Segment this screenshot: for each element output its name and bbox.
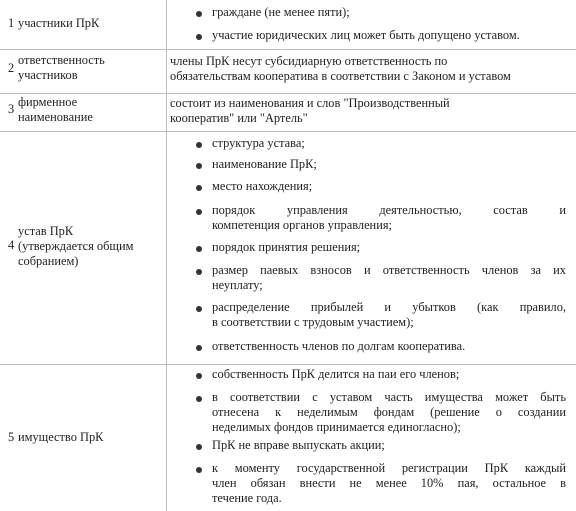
bullet-icon [196, 396, 202, 402]
row-label: ответственность участников [18, 53, 105, 82]
list-item: распределение прибылей и убытков (как правило, в соответствии с трудовым участием); [212, 300, 566, 329]
row-number: 2 [8, 61, 15, 75]
list-item: к моменту государственной регистрации ПрК каждый член обязан внести не менее 10% пая, остальное в течение года. [212, 461, 566, 505]
bullet-icon [196, 209, 202, 215]
bullet-icon [196, 444, 202, 450]
row-divider [0, 131, 576, 132]
bullet-icon [196, 345, 202, 351]
row-number: 5 [8, 430, 15, 444]
row-divider [0, 364, 576, 365]
list-item: порядок принятия решения; [212, 240, 361, 254]
list-item: собственность ПрК делится на паи его членов; [212, 367, 460, 381]
bullet-icon [196, 306, 202, 312]
list-item: граждане (не менее пяти); [212, 5, 350, 19]
list-item: наименование ПрК; [212, 157, 317, 171]
row-label: участники ПрК [18, 16, 100, 30]
row-label: фирменное наименование [18, 95, 93, 124]
bullet-icon [196, 142, 202, 148]
row-content: состоит из наименования и слов "Производственный кооператив" или "Артель" [170, 96, 450, 125]
list-item: ПрК не вправе выпускать акции; [212, 438, 385, 452]
bullet-icon [196, 246, 202, 252]
row-content: члены ПрК несут субсидиарную ответственность по обязательствам кооператива в соответствии с Законом и уставом [170, 54, 511, 83]
list-item: место нахождения; [212, 179, 313, 193]
row-divider [0, 93, 576, 94]
list-item: порядок управления деятельностью, состав и компетенция органов управления; [212, 203, 566, 232]
bullet-icon [196, 185, 202, 191]
list-item: в соответствии с уставом часть имущества может быть отнесена к неделимым фондам (решение о создании неделимых фондов принимается единогласно); [212, 390, 566, 434]
list-item: структура устава; [212, 136, 305, 150]
bullet-icon [196, 269, 202, 275]
bullet-icon [196, 373, 202, 379]
row-label: имущество ПрК [18, 430, 104, 444]
bullet-icon [196, 34, 202, 40]
row-number: 4 [8, 238, 15, 252]
list-item: размер паевых взносов и ответственность членов за их неуплату; [212, 263, 566, 292]
column-divider [166, 0, 167, 511]
bullet-icon [196, 467, 202, 473]
bullet-icon [196, 163, 202, 169]
list-item: участие юридических лиц может быть допущено уставом. [212, 28, 520, 42]
bullet-icon [196, 11, 202, 17]
row-label: устав ПрК (утверждается общим собранием) [18, 224, 134, 268]
row-number: 3 [8, 102, 15, 116]
row-divider [0, 49, 576, 50]
row-number: 1 [8, 16, 15, 30]
list-item: ответственность членов по долгам кооператива. [212, 339, 466, 353]
